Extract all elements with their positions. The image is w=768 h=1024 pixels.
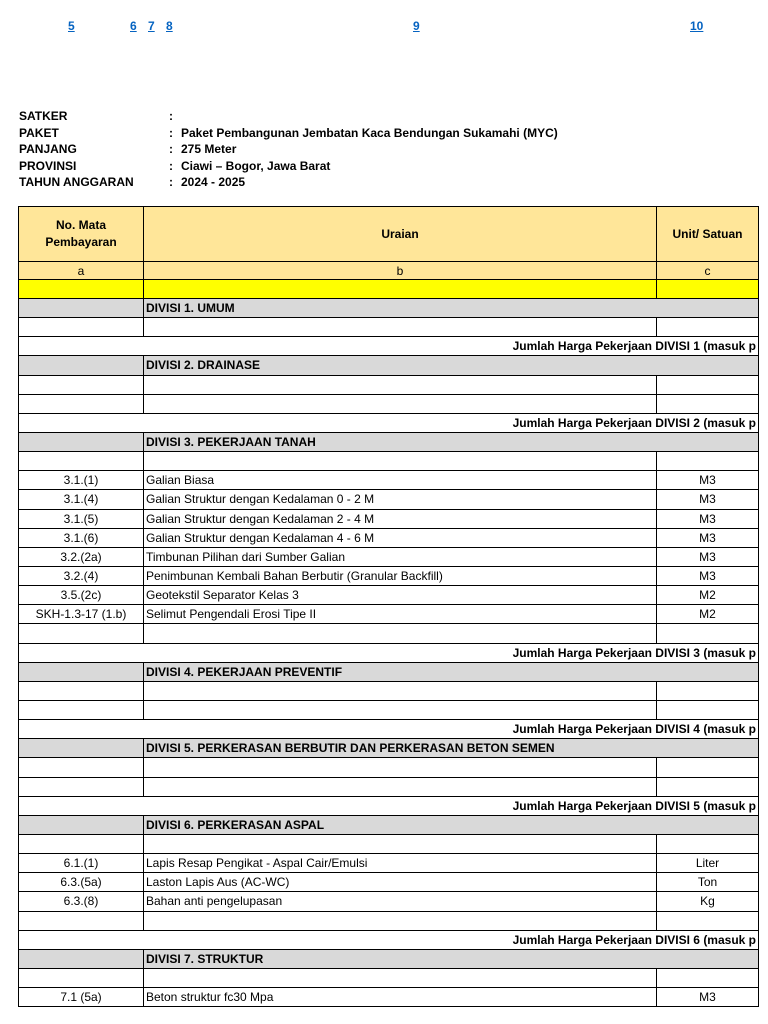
table-cell: [19, 394, 144, 413]
info-value: Ciawi – Bogor, Jawa Barat: [181, 158, 331, 173]
table-cell: [19, 280, 144, 299]
division-title: DIVISI 6. PERKERASAN ASPAL: [144, 815, 759, 834]
table-cell: [144, 318, 657, 337]
empty-row: [19, 394, 759, 413]
table-cell: [144, 758, 657, 777]
division-title: DIVISI 1. UMUM: [144, 299, 759, 318]
table-cell: [144, 911, 657, 930]
table-cell: [19, 681, 144, 700]
division-title: DIVISI 3. PEKERJAAN TANAH: [144, 432, 759, 451]
table-letter-row: [19, 262, 759, 280]
table-cell: [657, 375, 759, 394]
empty-row: [19, 624, 759, 643]
item-description: Galian Struktur dengan Kedalaman 4 - 6 M: [144, 528, 657, 547]
table-row: [19, 988, 759, 1007]
item-description: Selimut Pengendali Erosi Tipe II: [144, 605, 657, 624]
item-unit: M2: [657, 605, 759, 624]
division-total-label: Jumlah Harga Pekerjaan DIVISI 4 (masuk p: [19, 720, 759, 739]
division-title: DIVISI 7. STRUKTUR: [144, 949, 759, 968]
item-number: 3.5.(2c): [19, 586, 144, 605]
table-cell: [144, 624, 657, 643]
empty-row: [19, 318, 759, 337]
table-cell: [657, 280, 759, 299]
division-total-label: Jumlah Harga Pekerjaan DIVISI 1 (masuk p: [19, 337, 759, 356]
page-link-5[interactable]: 5: [68, 19, 75, 33]
table-cell: [144, 968, 657, 987]
item-number: 7.1 (5a): [19, 988, 144, 1007]
item-number: 3.2.(4): [19, 566, 144, 585]
empty-row: [19, 968, 759, 987]
table-row: [19, 471, 759, 490]
table-cell: [144, 452, 657, 471]
table-row: [19, 854, 759, 873]
division-total-label: Jumlah Harga Pekerjaan DIVISI 3 (masuk p: [19, 643, 759, 662]
table-cell: [19, 624, 144, 643]
info-colon: :: [169, 175, 173, 189]
item-description: Laston Lapis Aus (AC-WC): [144, 873, 657, 892]
letter-b: b: [144, 262, 657, 280]
division-title: DIVISI 5. PERKERASAN BERBUTIR DAN PERKERASAN BETON SEMEN: [144, 739, 759, 758]
table-cell: [657, 968, 759, 987]
page-link-8[interactable]: 8: [166, 19, 173, 33]
page-link-7[interactable]: 7: [148, 19, 155, 33]
item-number: 3.1.(1): [19, 471, 144, 490]
table-cell: [19, 356, 144, 375]
table-cell: [19, 700, 144, 719]
division-total-row: [19, 413, 759, 432]
table-cell: [19, 318, 144, 337]
table-cell: [19, 432, 144, 451]
table-row: [19, 528, 759, 547]
table-cell: [657, 911, 759, 930]
table-cell: [19, 834, 144, 853]
info-colon: :: [169, 109, 173, 123]
item-number: 3.1.(6): [19, 528, 144, 547]
table-cell: [19, 968, 144, 987]
empty-row: [19, 681, 759, 700]
info-label: PAKET: [19, 125, 59, 140]
table-cell: [657, 318, 759, 337]
table-cell: [19, 758, 144, 777]
page-links: [0, 19, 768, 35]
table-cell: [19, 375, 144, 394]
letter-a: a: [19, 262, 144, 280]
item-unit: Ton: [657, 873, 759, 892]
info-label: PROVINSI: [19, 158, 77, 173]
empty-row: [19, 375, 759, 394]
price-table: [18, 206, 759, 1007]
division-total-row: [19, 796, 759, 815]
table-cell: [144, 394, 657, 413]
table-cell: [657, 758, 759, 777]
division-header-row: [19, 356, 759, 375]
division-total-row: [19, 643, 759, 662]
info-colon: :: [169, 158, 173, 173]
table-cell: [657, 700, 759, 719]
info-row-provinsi: [19, 158, 639, 175]
item-number: SKH-1.3-17 (1.b): [19, 605, 144, 624]
table-row: [19, 605, 759, 624]
table-cell: [657, 452, 759, 471]
item-unit: M3: [657, 988, 759, 1007]
division-total-label: Jumlah Harga Pekerjaan DIVISI 2 (masuk p: [19, 413, 759, 432]
division-header-row: [19, 815, 759, 834]
item-number: 3.1.(5): [19, 509, 144, 528]
info-row-satker: [19, 108, 639, 125]
table-row: [19, 547, 759, 566]
item-unit: M3: [657, 566, 759, 585]
empty-row: [19, 834, 759, 853]
item-unit: M2: [657, 586, 759, 605]
division-title: DIVISI 4. PEKERJAAN PREVENTIF: [144, 662, 759, 681]
table-cell: [19, 452, 144, 471]
table-cell: [19, 777, 144, 796]
yellow-spacer-row: [19, 280, 759, 299]
info-label: TAHUN ANGGARAN: [19, 175, 134, 189]
division-total-row: [19, 930, 759, 949]
header-uraian: Uraian: [144, 207, 657, 262]
table-cell: [144, 777, 657, 796]
table-cell: [657, 777, 759, 796]
table-cell: [19, 949, 144, 968]
item-unit: M3: [657, 547, 759, 566]
item-description: Bahan anti pengelupasan: [144, 892, 657, 911]
item-unit: Liter: [657, 854, 759, 873]
item-number: 6.3.(5a): [19, 873, 144, 892]
info-label: SATKER: [19, 109, 68, 123]
table-cell: [657, 624, 759, 643]
item-number: 6.1.(1): [19, 854, 144, 873]
table-cell: [657, 834, 759, 853]
division-total-label: Jumlah Harga Pekerjaan DIVISI 6 (masuk p: [19, 930, 759, 949]
item-unit: Kg: [657, 892, 759, 911]
item-description: Lapis Resap Pengikat - Aspal Cair/Emulsi: [144, 854, 657, 873]
info-label: PANJANG: [19, 142, 77, 156]
table-cell: [19, 299, 144, 318]
item-unit: M3: [657, 509, 759, 528]
empty-row: [19, 911, 759, 930]
table-header-row: [19, 207, 759, 262]
page-link-9[interactable]: 9: [413, 19, 420, 33]
item-number: 6.3.(8): [19, 892, 144, 911]
division-title: DIVISI 2. DRAINASE: [144, 356, 759, 375]
item-description: Galian Struktur dengan Kedalaman 0 - 2 M: [144, 490, 657, 509]
info-value: Paket Pembangunan Jembatan Kaca Bendungan Sukamahi (MYC): [181, 125, 558, 140]
project-info: [19, 108, 639, 191]
table-cell: [19, 911, 144, 930]
page-link-10[interactable]: 10: [690, 19, 704, 33]
division-total-label: Jumlah Harga Pekerjaan DIVISI 5 (masuk p: [19, 796, 759, 815]
table-row: [19, 490, 759, 509]
table-row: [19, 873, 759, 892]
header-no-mata-pembayaran: No. Mata Pembayaran: [19, 207, 144, 262]
empty-row: [19, 700, 759, 719]
page-link-6[interactable]: 6: [130, 19, 137, 33]
table-cell: [19, 739, 144, 758]
division-header-row: [19, 739, 759, 758]
item-description: Galian Struktur dengan Kedalaman 2 - 4 M: [144, 509, 657, 528]
table-cell: [144, 280, 657, 299]
item-unit: M3: [657, 490, 759, 509]
item-unit: M3: [657, 471, 759, 490]
empty-row: [19, 777, 759, 796]
item-description: Beton struktur fc30 Mpa: [144, 988, 657, 1007]
info-colon: :: [169, 125, 173, 140]
division-header-row: [19, 432, 759, 451]
item-description: Timbunan Pilihan dari Sumber Galian: [144, 547, 657, 566]
info-value: 2024 - 2025: [181, 175, 246, 189]
empty-row: [19, 452, 759, 471]
info-row-tahun-anggaran: [19, 174, 639, 191]
table-cell: [144, 834, 657, 853]
table-row: [19, 566, 759, 585]
table-row: [19, 586, 759, 605]
letter-c: c: [657, 262, 759, 280]
item-unit: M3: [657, 528, 759, 547]
division-total-row: [19, 337, 759, 356]
table-body: [19, 280, 759, 1007]
header-unit-satuan: Unit/ Satuan: [657, 207, 759, 262]
item-description: Galian Biasa: [144, 471, 657, 490]
division-header-row: [19, 662, 759, 681]
division-header-row: [19, 949, 759, 968]
info-row-paket: [19, 125, 639, 142]
info-value: 275 Meter: [181, 142, 237, 156]
item-number: 3.1.(4): [19, 490, 144, 509]
division-total-row: [19, 720, 759, 739]
empty-row: [19, 758, 759, 777]
table-cell: [144, 375, 657, 394]
table-row: [19, 509, 759, 528]
table-cell: [144, 700, 657, 719]
table-cell: [657, 394, 759, 413]
table-row: [19, 892, 759, 911]
division-header-row: [19, 299, 759, 318]
item-description: Penimbunan Kembali Bahan Berbutir (Granular Backfill): [144, 566, 657, 585]
info-row-panjang: [19, 141, 639, 158]
table-cell: [19, 815, 144, 834]
item-description: Geotekstil Separator Kelas 3: [144, 586, 657, 605]
info-colon: :: [169, 142, 173, 156]
table-cell: [144, 681, 657, 700]
item-number: 3.2.(2a): [19, 547, 144, 566]
table-cell: [657, 681, 759, 700]
table-cell: [19, 662, 144, 681]
